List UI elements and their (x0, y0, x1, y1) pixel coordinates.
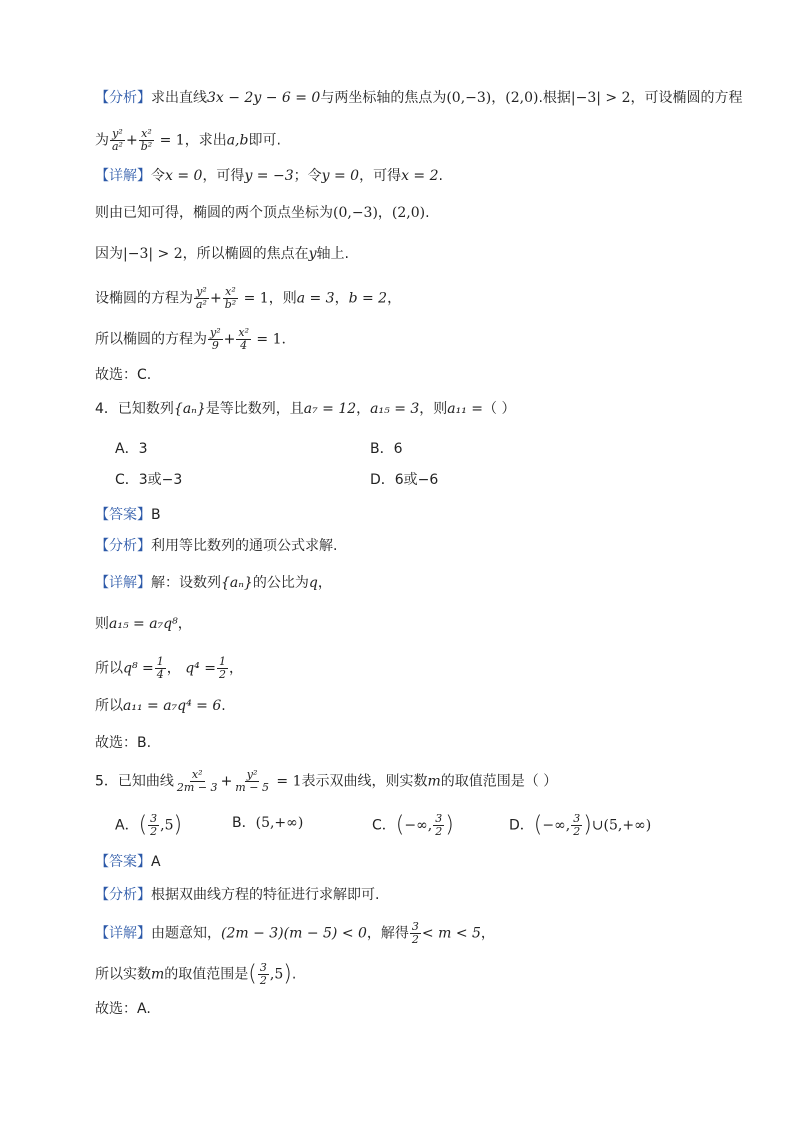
fraction: $\frac{3}{2}$ (411, 920, 419, 946)
q5-option-b[interactable]: B．(5,+∞) (232, 815, 304, 831)
q4-option-d[interactable]: D．6或−6 (370, 472, 439, 488)
q3-detail-line-2: 则由已知可得，椭圆的两个顶点坐标为(0,−3)，(2,0). (95, 205, 430, 221)
fraction: $\frac{3}{2}$ (435, 812, 443, 838)
q3-detail-line-3: 因为|−3| > 2，所以椭圆的焦点在y轴上. (95, 246, 349, 262)
q3-choose: 故选：C. (95, 367, 152, 383)
q5-detail-line-2: 所以实数m的取值范围是( $\frac{3}{2}$ ,5). (95, 961, 297, 987)
fraction: $\frac{1}{2}$ (218, 655, 226, 681)
q3-analysis-line-2: 为 $\frac{\text{y²}}{\text{a²}}$ + $\frac{\text{x²}}{\text{b²}}$ = 1，求出a,b即可. (95, 127, 281, 153)
q4-analysis: 【分析】利用等比数列的通项公式求解. (95, 538, 338, 554)
q3-detail-line-4: 设椭圆的方程为 $\frac{\text{y²}}{\text{a²}}$ + $\frac{\text{x²}}{\text{b²}}$ = 1，则a = 3，b = 2， (95, 285, 402, 311)
q4-option-b[interactable]: B．6 (370, 441, 403, 457)
q5-choose: 故选：A. (95, 1001, 151, 1017)
analysis-tag: 【分析】 (95, 90, 151, 106)
q4-choose: 故选：B. (95, 735, 152, 751)
detail-tag: 【详解】 (95, 925, 151, 942)
detail-tag: 【详解】 (95, 575, 151, 591)
q5-option-d[interactable]: D．(−∞, $\frac{3}{2}$ )∪(5,+∞) (509, 812, 652, 838)
analysis-tag: 【分析】 (95, 538, 151, 554)
q5-option-a[interactable]: A．( $\frac{3}{2}$ ,5) (115, 812, 183, 838)
q5-analysis: 【分析】根据双曲线方程的特征进行求解即可. (95, 887, 380, 903)
answer-tag: 【答案】 (95, 507, 151, 523)
q3-detail-line-5: 所以椭圆的方程为 $\frac{\text{y²}}{9}$ + $\frac{\text{x²}}{4}$ = 1. (95, 326, 286, 352)
q4-detail-line-3: 所以q⁸ = $\frac{1}{4}$ ， q⁴ = $\frac{1}{2}$ ， (95, 655, 243, 681)
q4-stem: 4．已知数列{aₙ}是等比数列，且a₇ = 12，a₁₅ = 3，则a₁₁ =（ ） (95, 401, 516, 417)
q4-option-a[interactable]: A．3 (115, 441, 148, 457)
fraction: $\frac{\text{y²}}{\text{a²}}$ (196, 285, 207, 311)
answer-tag: 【答案】 (95, 854, 151, 870)
q5-answer: 【答案】A (95, 854, 161, 870)
q4-answer: 【答案】B (95, 507, 161, 523)
fraction: $\frac{\text{x²}}{4}$ (238, 326, 249, 352)
fraction: $\frac{\text{x²}}{\text{b²}}$ (224, 285, 237, 311)
detail-tag: 【详解】 (95, 168, 151, 184)
fraction: $\frac{3}{2}$ (259, 961, 267, 987)
q4-option-c[interactable]: C．3或−3 (115, 472, 183, 488)
fraction: $\frac{\text{x²}}{2m - 3}$ (176, 768, 218, 794)
fraction: $\frac{\text{y²}}{\text{a²}}$ (112, 127, 123, 153)
fraction: $\frac{1}{4}$ (156, 655, 164, 681)
q5-detail-line-1: 【详解】由题意知，(2m − 3)(m − 5) < 0，解得 $\frac{3}{2}$ < m < 5， (95, 920, 495, 946)
fraction: $\frac{3}{2}$ (573, 812, 581, 838)
fraction: $\frac{3}{2}$ (150, 812, 158, 838)
q5-option-c[interactable]: C．(−∞, $\frac{3}{2}$ ) (372, 812, 454, 838)
q5-stem: 5．已知曲线 $\frac{\text{x²}}{2m - 3}$ + $\frac{\text{y²}}{m - 5}$ = 1表示双曲线，则实数m的取值范围是（ ） (95, 768, 558, 794)
fraction: $\frac{\text{y²}}{m - 5}$ (235, 768, 269, 794)
q4-detail-line-4: 所以a₁₁ = a₇q⁴ = 6. (95, 698, 226, 714)
q3-analysis-line-1: 【分析】求出直线3x − 2y − 6 = 0与两坐标轴的焦点为(0,−3)，(2,0).根据|−3| > 2，可设椭圆的方程 (95, 90, 743, 106)
q3-detail-line-1: 【详解】令x = 0，可得y = −3；令y = 0，可得x = 2. (95, 168, 443, 184)
analysis-tag: 【分析】 (95, 887, 151, 903)
fraction: $\frac{\text{x²}}{\text{b²}}$ (140, 127, 153, 153)
q4-detail-line-2: 则a₁₅ = a₇q⁸， (95, 616, 192, 632)
fraction: $\frac{\text{y²}}{9}$ (210, 326, 221, 352)
q4-detail-line-1: 【详解】解：设数列{aₙ}的公比为q， (95, 575, 332, 591)
